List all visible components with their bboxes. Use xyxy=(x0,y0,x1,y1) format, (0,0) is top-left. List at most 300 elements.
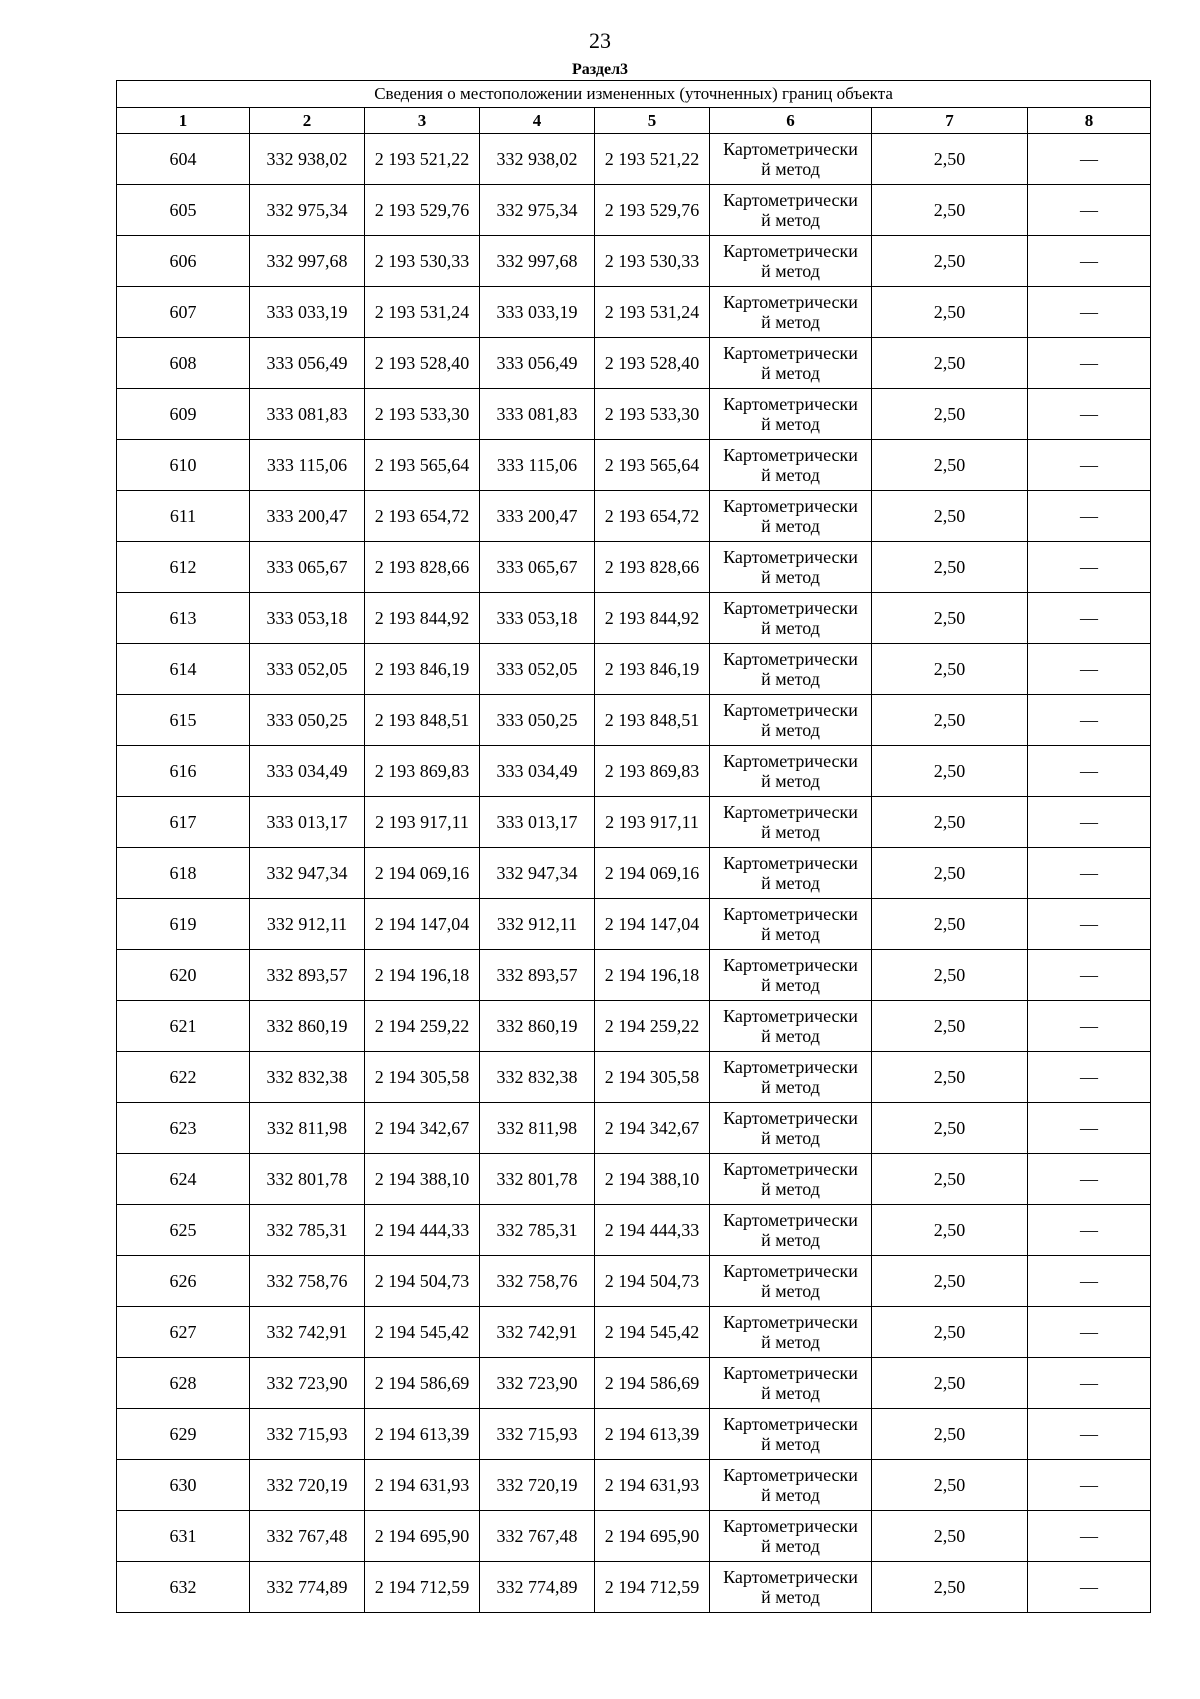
point-number-cell: 613 xyxy=(117,593,250,644)
x-existing-cell: 332 997,68 xyxy=(250,236,365,287)
y-existing-cell: 2 193 846,19 xyxy=(365,644,480,695)
method-text-line-1: Картометрически xyxy=(723,649,858,669)
column-number-5: 5 xyxy=(595,108,710,134)
point-number-cell: 631 xyxy=(117,1511,250,1562)
accuracy-cell: 2,50 xyxy=(872,1103,1028,1154)
accuracy-cell: 2,50 xyxy=(872,950,1028,1001)
description-cell: — xyxy=(1028,1001,1151,1052)
x-new-cell: 333 033,19 xyxy=(480,287,595,338)
y-new-cell: 2 193 565,64 xyxy=(595,440,710,491)
description-cell: — xyxy=(1028,1154,1151,1205)
accuracy-cell: 2,50 xyxy=(872,1205,1028,1256)
method-text-line-1: Картометрически xyxy=(723,1057,858,1077)
method-text-line-2: й метод xyxy=(761,771,820,791)
method-text-line-1: Картометрически xyxy=(723,343,858,363)
y-new-cell: 2 193 530,33 xyxy=(595,236,710,287)
y-new-cell: 2 194 444,33 xyxy=(595,1205,710,1256)
method-text-line-1: Картометрически xyxy=(723,1465,858,1485)
method-text-line-1: Картометрически xyxy=(723,1006,858,1026)
method-text-line-1: Картометрически xyxy=(723,598,858,618)
x-new-cell: 332 785,31 xyxy=(480,1205,595,1256)
point-number-cell: 617 xyxy=(117,797,250,848)
description-cell: — xyxy=(1028,287,1151,338)
x-new-cell: 333 056,49 xyxy=(480,338,595,389)
y-existing-cell: 2 194 613,39 xyxy=(365,1409,480,1460)
y-existing-cell: 2 193 521,22 xyxy=(365,134,480,185)
point-number-cell: 611 xyxy=(117,491,250,542)
table-row xyxy=(117,644,1151,695)
y-new-cell: 2 194 342,67 xyxy=(595,1103,710,1154)
point-number-cell: 614 xyxy=(117,644,250,695)
accuracy-cell: 2,50 xyxy=(872,797,1028,848)
x-new-cell: 332 938,02 xyxy=(480,134,595,185)
point-number-cell: 628 xyxy=(117,1358,250,1409)
method-text-line-2: й метод xyxy=(761,618,820,638)
method-text-line-2: й метод xyxy=(761,567,820,587)
x-existing-cell: 333 050,25 xyxy=(250,695,365,746)
y-existing-cell: 2 193 917,11 xyxy=(365,797,480,848)
accuracy-cell: 2,50 xyxy=(872,899,1028,950)
method-text-line-1: Картометрически xyxy=(723,190,858,210)
x-existing-cell: 332 758,76 xyxy=(250,1256,365,1307)
method-cell xyxy=(710,848,872,899)
y-new-cell: 2 193 521,22 xyxy=(595,134,710,185)
accuracy-cell: 2,50 xyxy=(872,1154,1028,1205)
x-existing-cell: 332 975,34 xyxy=(250,185,365,236)
point-number-cell: 632 xyxy=(117,1562,250,1613)
x-existing-cell: 332 715,93 xyxy=(250,1409,365,1460)
x-new-cell: 332 801,78 xyxy=(480,1154,595,1205)
x-new-cell: 332 947,34 xyxy=(480,848,595,899)
x-existing-cell: 333 081,83 xyxy=(250,389,365,440)
description-cell: — xyxy=(1028,899,1151,950)
x-new-cell: 332 811,98 xyxy=(480,1103,595,1154)
y-new-cell: 2 194 631,93 xyxy=(595,1460,710,1511)
method-text-line-2: й метод xyxy=(761,1281,820,1301)
table-row xyxy=(117,236,1151,287)
method-cell xyxy=(710,287,872,338)
point-number-cell: 629 xyxy=(117,1409,250,1460)
point-number-cell: 609 xyxy=(117,389,250,440)
y-new-cell: 2 193 848,51 xyxy=(595,695,710,746)
x-new-cell: 332 860,19 xyxy=(480,1001,595,1052)
method-text-line-2: й метод xyxy=(761,414,820,434)
description-cell: — xyxy=(1028,1052,1151,1103)
method-text-line-1: Картометрически xyxy=(723,547,858,567)
x-new-cell: 333 052,05 xyxy=(480,644,595,695)
x-new-cell: 332 893,57 xyxy=(480,950,595,1001)
y-existing-cell: 2 194 504,73 xyxy=(365,1256,480,1307)
x-new-cell: 332 758,76 xyxy=(480,1256,595,1307)
point-number-cell: 605 xyxy=(117,185,250,236)
description-cell: — xyxy=(1028,695,1151,746)
method-cell xyxy=(710,797,872,848)
description-cell: — xyxy=(1028,1409,1151,1460)
method-text-line-1: Картометрически xyxy=(723,751,858,771)
y-existing-cell: 2 194 259,22 xyxy=(365,1001,480,1052)
method-cell xyxy=(710,593,872,644)
method-cell xyxy=(710,389,872,440)
x-existing-cell: 333 053,18 xyxy=(250,593,365,644)
table-row xyxy=(117,491,1151,542)
table-row xyxy=(117,1409,1151,1460)
section-title: Раздел3 xyxy=(571,61,629,78)
method-cell xyxy=(710,1511,872,1562)
x-new-cell: 333 034,49 xyxy=(480,746,595,797)
y-existing-cell: 2 194 444,33 xyxy=(365,1205,480,1256)
y-existing-cell: 2 193 529,76 xyxy=(365,185,480,236)
method-cell xyxy=(710,644,872,695)
table-row xyxy=(117,1307,1151,1358)
method-cell xyxy=(710,236,872,287)
method-text-line-2: й метод xyxy=(761,924,820,944)
x-new-cell: 332 774,89 xyxy=(480,1562,595,1613)
description-cell: — xyxy=(1028,440,1151,491)
y-new-cell: 2 194 712,59 xyxy=(595,1562,710,1613)
x-new-cell: 332 832,38 xyxy=(480,1052,595,1103)
method-cell xyxy=(710,1562,872,1613)
x-existing-cell: 333 052,05 xyxy=(250,644,365,695)
method-cell xyxy=(710,185,872,236)
table-row xyxy=(117,797,1151,848)
description-cell: — xyxy=(1028,593,1151,644)
method-cell xyxy=(710,134,872,185)
method-text-line-2: й метод xyxy=(761,1026,820,1046)
method-text-line-2: й метод xyxy=(761,1230,820,1250)
y-new-cell: 2 194 613,39 xyxy=(595,1409,710,1460)
table-row xyxy=(117,185,1151,236)
accuracy-cell: 2,50 xyxy=(872,185,1028,236)
table-row xyxy=(117,899,1151,950)
y-new-cell: 2 193 529,76 xyxy=(595,185,710,236)
accuracy-cell: 2,50 xyxy=(872,1052,1028,1103)
table-row xyxy=(117,593,1151,644)
point-number-cell: 612 xyxy=(117,542,250,593)
table-row xyxy=(117,1256,1151,1307)
y-existing-cell: 2 193 565,64 xyxy=(365,440,480,491)
x-existing-cell: 333 013,17 xyxy=(250,797,365,848)
point-number-cell: 610 xyxy=(117,440,250,491)
method-text-line-1: Картометрически xyxy=(723,394,858,414)
table-row xyxy=(117,746,1151,797)
description-cell: — xyxy=(1028,797,1151,848)
accuracy-cell: 2,50 xyxy=(872,389,1028,440)
x-existing-cell: 332 801,78 xyxy=(250,1154,365,1205)
y-new-cell: 2 193 654,72 xyxy=(595,491,710,542)
table-caption: Сведения о местоположении измененных (уточненных) границ объекта xyxy=(117,81,1151,108)
y-new-cell: 2 193 846,19 xyxy=(595,644,710,695)
x-existing-cell: 332 912,11 xyxy=(250,899,365,950)
description-cell: — xyxy=(1028,134,1151,185)
method-cell xyxy=(710,1256,872,1307)
method-cell xyxy=(710,899,872,950)
y-existing-cell: 2 193 828,66 xyxy=(365,542,480,593)
method-text-line-2: й метод xyxy=(761,720,820,740)
accuracy-cell: 2,50 xyxy=(872,1562,1028,1613)
x-existing-cell: 332 947,34 xyxy=(250,848,365,899)
x-existing-cell: 332 832,38 xyxy=(250,1052,365,1103)
point-number-cell: 622 xyxy=(117,1052,250,1103)
accuracy-cell: 2,50 xyxy=(872,1460,1028,1511)
method-text-line-2: й метод xyxy=(761,1383,820,1403)
method-cell xyxy=(710,1409,872,1460)
accuracy-cell: 2,50 xyxy=(872,491,1028,542)
method-text-line-1: Картометрически xyxy=(723,1261,858,1281)
accuracy-cell: 2,50 xyxy=(872,1256,1028,1307)
table-row xyxy=(117,950,1151,1001)
y-existing-cell: 2 193 848,51 xyxy=(365,695,480,746)
method-cell xyxy=(710,338,872,389)
method-cell xyxy=(710,1307,872,1358)
method-text-line-1: Картометрически xyxy=(723,1414,858,1434)
x-new-cell: 333 065,67 xyxy=(480,542,595,593)
x-existing-cell: 333 200,47 xyxy=(250,491,365,542)
x-new-cell: 332 912,11 xyxy=(480,899,595,950)
description-cell: — xyxy=(1028,1205,1151,1256)
method-text-line-1: Картометрически xyxy=(723,1567,858,1587)
table-row xyxy=(117,1001,1151,1052)
method-text-line-2: й метод xyxy=(761,1332,820,1352)
point-number-cell: 621 xyxy=(117,1001,250,1052)
table-row xyxy=(117,389,1151,440)
description-cell: — xyxy=(1028,491,1151,542)
method-text-line-1: Картометрически xyxy=(723,853,858,873)
method-cell xyxy=(710,1154,872,1205)
x-new-cell: 333 081,83 xyxy=(480,389,595,440)
method-cell xyxy=(710,950,872,1001)
point-number-cell: 606 xyxy=(117,236,250,287)
y-existing-cell: 2 193 654,72 xyxy=(365,491,480,542)
accuracy-cell: 2,50 xyxy=(872,134,1028,185)
method-text-line-2: й метод xyxy=(761,516,820,536)
column-number-7: 7 xyxy=(872,108,1028,134)
method-text-line-1: Картометрически xyxy=(723,139,858,159)
method-text-line-2: й метод xyxy=(761,159,820,179)
description-cell: — xyxy=(1028,1358,1151,1409)
point-number-cell: 616 xyxy=(117,746,250,797)
x-new-cell: 333 115,06 xyxy=(480,440,595,491)
description-cell: — xyxy=(1028,389,1151,440)
accuracy-cell: 2,50 xyxy=(872,287,1028,338)
accuracy-cell: 2,50 xyxy=(872,542,1028,593)
method-text-line-2: й метод xyxy=(761,261,820,281)
table-body xyxy=(117,134,1151,1613)
y-existing-cell: 2 194 631,93 xyxy=(365,1460,480,1511)
x-existing-cell: 332 774,89 xyxy=(250,1562,365,1613)
y-new-cell: 2 194 305,58 xyxy=(595,1052,710,1103)
y-new-cell: 2 194 196,18 xyxy=(595,950,710,1001)
point-number-cell: 619 xyxy=(117,899,250,950)
accuracy-cell: 2,50 xyxy=(872,695,1028,746)
description-cell: — xyxy=(1028,848,1151,899)
method-text-line-1: Картометрически xyxy=(723,241,858,261)
x-new-cell: 332 767,48 xyxy=(480,1511,595,1562)
point-number-cell: 618 xyxy=(117,848,250,899)
accuracy-cell: 2,50 xyxy=(872,746,1028,797)
method-text-line-1: Картометрически xyxy=(723,1312,858,1332)
method-text-line-2: й метод xyxy=(761,1536,820,1556)
description-cell: — xyxy=(1028,1460,1151,1511)
y-existing-cell: 2 194 342,67 xyxy=(365,1103,480,1154)
accuracy-cell: 2,50 xyxy=(872,1358,1028,1409)
method-text-line-1: Картометрически xyxy=(723,1108,858,1128)
method-text-line-2: й метод xyxy=(761,1587,820,1607)
x-new-cell: 332 742,91 xyxy=(480,1307,595,1358)
method-text-line-2: й метод xyxy=(761,1434,820,1454)
column-number-4: 4 xyxy=(480,108,595,134)
table-row xyxy=(117,1052,1151,1103)
method-text-line-1: Картометрически xyxy=(723,955,858,975)
y-new-cell: 2 194 388,10 xyxy=(595,1154,710,1205)
y-existing-cell: 2 193 869,83 xyxy=(365,746,480,797)
x-new-cell: 332 975,34 xyxy=(480,185,595,236)
accuracy-cell: 2,50 xyxy=(872,848,1028,899)
method-text-line-2: й метод xyxy=(761,822,820,842)
description-cell: — xyxy=(1028,1256,1151,1307)
table-row xyxy=(117,287,1151,338)
method-text-line-2: й метод xyxy=(761,1179,820,1199)
x-existing-cell: 332 720,19 xyxy=(250,1460,365,1511)
description-cell: — xyxy=(1028,1307,1151,1358)
method-text-line-2: й метод xyxy=(761,363,820,383)
y-new-cell: 2 194 069,16 xyxy=(595,848,710,899)
point-number-cell: 604 xyxy=(117,134,250,185)
point-number-cell: 608 xyxy=(117,338,250,389)
y-existing-cell: 2 194 695,90 xyxy=(365,1511,480,1562)
description-cell: — xyxy=(1028,236,1151,287)
method-text-line-1: Картометрически xyxy=(723,292,858,312)
point-number-cell: 626 xyxy=(117,1256,250,1307)
method-text-line-2: й метод xyxy=(761,1128,820,1148)
accuracy-cell: 2,50 xyxy=(872,593,1028,644)
method-text-line-2: й метод xyxy=(761,312,820,332)
y-new-cell: 2 193 531,24 xyxy=(595,287,710,338)
y-new-cell: 2 193 533,30 xyxy=(595,389,710,440)
table-row xyxy=(117,440,1151,491)
x-existing-cell: 332 742,91 xyxy=(250,1307,365,1358)
point-number-cell: 623 xyxy=(117,1103,250,1154)
x-new-cell: 333 200,47 xyxy=(480,491,595,542)
method-text-line-2: й метод xyxy=(761,465,820,485)
method-text-line-1: Картометрически xyxy=(723,1516,858,1536)
point-number-cell: 615 xyxy=(117,695,250,746)
accuracy-cell: 2,50 xyxy=(872,236,1028,287)
x-new-cell: 333 013,17 xyxy=(480,797,595,848)
method-text-line-1: Картометрически xyxy=(723,1159,858,1179)
accuracy-cell: 2,50 xyxy=(872,1307,1028,1358)
column-number-row xyxy=(117,108,1151,134)
description-cell: — xyxy=(1028,542,1151,593)
y-new-cell: 2 194 586,69 xyxy=(595,1358,710,1409)
x-new-cell: 333 053,18 xyxy=(480,593,595,644)
point-number-cell: 624 xyxy=(117,1154,250,1205)
y-existing-cell: 2 193 528,40 xyxy=(365,338,480,389)
x-existing-cell: 333 115,06 xyxy=(250,440,365,491)
y-new-cell: 2 194 147,04 xyxy=(595,899,710,950)
table-row xyxy=(117,542,1151,593)
y-existing-cell: 2 194 069,16 xyxy=(365,848,480,899)
y-new-cell: 2 193 828,66 xyxy=(595,542,710,593)
x-new-cell: 332 997,68 xyxy=(480,236,595,287)
method-cell xyxy=(710,542,872,593)
method-text-line-2: й метод xyxy=(761,210,820,230)
accuracy-cell: 2,50 xyxy=(872,1409,1028,1460)
method-text-line-1: Картометрически xyxy=(723,1363,858,1383)
x-new-cell: 333 050,25 xyxy=(480,695,595,746)
y-new-cell: 2 193 844,92 xyxy=(595,593,710,644)
y-existing-cell: 2 194 196,18 xyxy=(365,950,480,1001)
column-number-3: 3 xyxy=(365,108,480,134)
method-text-line-2: й метод xyxy=(761,1485,820,1505)
table-row xyxy=(117,1460,1151,1511)
y-existing-cell: 2 193 533,30 xyxy=(365,389,480,440)
y-existing-cell: 2 194 388,10 xyxy=(365,1154,480,1205)
y-new-cell: 2 193 869,83 xyxy=(595,746,710,797)
accuracy-cell: 2,50 xyxy=(872,440,1028,491)
table-row xyxy=(117,695,1151,746)
boundary-coordinates-table xyxy=(116,80,1151,1613)
point-number-cell: 607 xyxy=(117,287,250,338)
method-text-line-2: й метод xyxy=(761,873,820,893)
description-cell: — xyxy=(1028,1562,1151,1613)
table-row xyxy=(117,134,1151,185)
description-cell: — xyxy=(1028,1511,1151,1562)
x-new-cell: 332 720,19 xyxy=(480,1460,595,1511)
y-existing-cell: 2 194 545,42 xyxy=(365,1307,480,1358)
y-existing-cell: 2 194 586,69 xyxy=(365,1358,480,1409)
x-existing-cell: 332 785,31 xyxy=(250,1205,365,1256)
description-cell: — xyxy=(1028,1103,1151,1154)
column-number-6: 6 xyxy=(710,108,872,134)
method-text-line-1: Картометрически xyxy=(723,700,858,720)
table-row xyxy=(117,1154,1151,1205)
method-text-line-1: Картометрически xyxy=(723,445,858,465)
description-cell: — xyxy=(1028,338,1151,389)
method-text-line-2: й метод xyxy=(761,1077,820,1097)
method-cell xyxy=(710,746,872,797)
method-text-line-1: Картометрически xyxy=(723,1210,858,1230)
point-number-cell: 625 xyxy=(117,1205,250,1256)
accuracy-cell: 2,50 xyxy=(872,1001,1028,1052)
method-text-line-1: Картометрически xyxy=(723,904,858,924)
y-existing-cell: 2 193 844,92 xyxy=(365,593,480,644)
point-number-cell: 630 xyxy=(117,1460,250,1511)
table-row xyxy=(117,1511,1151,1562)
x-existing-cell: 332 938,02 xyxy=(250,134,365,185)
y-new-cell: 2 194 259,22 xyxy=(595,1001,710,1052)
table-row xyxy=(117,338,1151,389)
table-row xyxy=(117,1103,1151,1154)
y-new-cell: 2 193 917,11 xyxy=(595,797,710,848)
table-row xyxy=(117,1562,1151,1613)
method-text-line-2: й метод xyxy=(761,669,820,689)
method-cell xyxy=(710,695,872,746)
description-cell: — xyxy=(1028,950,1151,1001)
x-existing-cell: 332 893,57 xyxy=(250,950,365,1001)
accuracy-cell: 2,50 xyxy=(872,644,1028,695)
y-existing-cell: 2 194 147,04 xyxy=(365,899,480,950)
method-cell xyxy=(710,440,872,491)
method-cell xyxy=(710,1052,872,1103)
method-text-line-1: Картометрически xyxy=(723,496,858,516)
method-cell xyxy=(710,1358,872,1409)
column-number-8: 8 xyxy=(1028,108,1151,134)
x-existing-cell: 333 033,19 xyxy=(250,287,365,338)
x-new-cell: 332 715,93 xyxy=(480,1409,595,1460)
method-text-line-2: й метод xyxy=(761,975,820,995)
method-text-line-1: Картометрически xyxy=(723,802,858,822)
x-existing-cell: 333 034,49 xyxy=(250,746,365,797)
